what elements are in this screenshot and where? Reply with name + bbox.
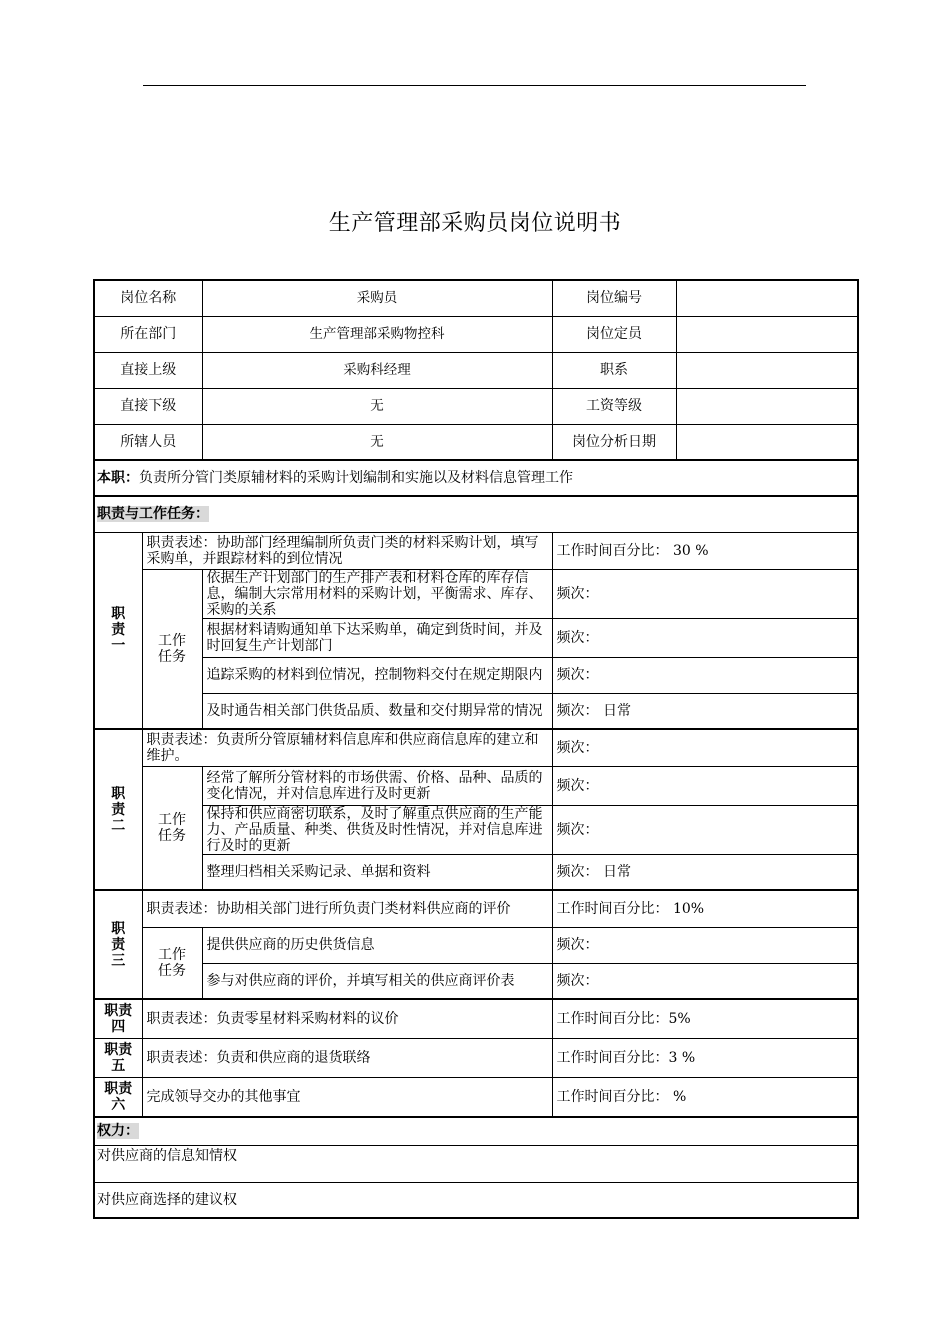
task-text: 整理归档相关采购记录、单据和资料 (202, 854, 552, 890)
task-text: 提供供应商的历史供货信息 (202, 927, 552, 963)
basic-row (94, 280, 858, 316)
duty-statement: 职责表述：协助相关部门进行所负责门类材料供应商的评价 (142, 890, 552, 927)
duty-label: 职责 四 (94, 999, 142, 1038)
task-row (94, 766, 858, 805)
task-frequency: 频次： (552, 569, 858, 618)
task-text: 追踪采购的材料到位情况，控制物料交付在规定期限内 (202, 657, 552, 693)
duty-time-percent: 工作时间百分比：3 % (552, 1038, 858, 1077)
task-text: 依据生产计划部门的生产排产表和材料仓库的库存信息，编制大宗常用材料的采购计划，平衡需求、库存、采购的关系 (202, 569, 552, 618)
duty-statement: 完成领导交办的其他事宜 (142, 1077, 552, 1117)
task-frequency: 频次： (552, 927, 858, 963)
basic-label: 岗位名称 (94, 280, 202, 316)
basic-label: 直接上级 (94, 352, 202, 388)
basic-value: 生产管理部采购物控科 (202, 316, 552, 352)
power-header: 权力： (97, 1123, 139, 1140)
duty-simple-row (94, 1038, 858, 1077)
duty-simple-row (94, 999, 858, 1038)
task-frequency: 频次： (552, 657, 858, 693)
job-description-table (93, 279, 859, 1219)
duty-time-percent: 工作时间百分比：5% (552, 999, 858, 1038)
main-duty-text: 负责所分管门类原辅材料的采购计划编制和实施以及材料信息管理工作 (139, 470, 573, 486)
task-row (94, 693, 858, 729)
basic-label: 直接下级 (94, 388, 202, 424)
duties-header: 职责与工作任务： (97, 506, 209, 523)
task-frequency: 频次： (552, 766, 858, 805)
basic-label: 职系 (552, 352, 676, 388)
duty-simple-row (94, 1077, 858, 1117)
page-title: 生产管理部采购员岗位说明书 (328, 211, 622, 236)
duty-label: 职 责 二 (94, 729, 142, 890)
task-text: 保持和供应商密切联系，及时了解重点供应商的生产能力、产品质量、种类、供货及时性情况，并对信息库进行及时的更新 (202, 805, 552, 854)
duty-statement: 职责表述：负责和供应商的退货联络 (142, 1038, 552, 1077)
duty-label: 职责 五 (94, 1038, 142, 1077)
power-row (94, 1182, 858, 1218)
task-label: 工作 任务 (142, 766, 202, 890)
task-text: 经常了解所分管材料的市场供需、价格、品种、品质的变化情况，并对信息库进行及时更新 (202, 766, 552, 805)
main-duty-row (94, 460, 858, 496)
basic-value (676, 316, 858, 352)
task-row (94, 569, 858, 618)
basic-label: 岗位分析日期 (552, 424, 676, 460)
basic-label: 工资等级 (552, 388, 676, 424)
duty-statement: 职责表述：负责零星材料采购材料的议价 (142, 999, 552, 1038)
duty-time-percent: 工作时间百分比： % (552, 1077, 858, 1117)
power-row (94, 1145, 858, 1182)
duty-frequency: 频次： (552, 729, 858, 766)
duty-statement-row (94, 532, 858, 569)
task-label: 工作 任务 (142, 927, 202, 999)
task-row (94, 927, 858, 963)
basic-label: 所在部门 (94, 316, 202, 352)
basic-row (94, 316, 858, 352)
task-label: 工作 任务 (142, 569, 202, 729)
basic-label: 岗位定员 (552, 316, 676, 352)
duty-label: 职责 六 (94, 1077, 142, 1117)
basic-value: 采购科经理 (202, 352, 552, 388)
task-row (94, 805, 858, 854)
task-text: 及时通告相关部门供货品质、数量和交付期异常的情况 (202, 693, 552, 729)
basic-label: 所辖人员 (94, 424, 202, 460)
duty-statement: 职责表述：负责所分管原辅材料信息库和供应商信息库的建立和维护。 (142, 729, 552, 766)
power-item: 对供应商的信息知情权 (94, 1145, 858, 1182)
duty-label: 职 责 三 (94, 890, 142, 999)
basic-label: 岗位编号 (552, 280, 676, 316)
duty-time-percent: 工作时间百分比： 30 % (552, 532, 858, 569)
header-rule (143, 85, 806, 86)
basic-value: 无 (202, 388, 552, 424)
task-text: 根据材料请购通知单下达采购单，确定到货时间，并及时回复生产计划部门 (202, 618, 552, 657)
task-text: 参与对供应商的评价，并填写相关的供应商评价表 (202, 963, 552, 999)
basic-row (94, 388, 858, 424)
task-frequency: 频次： 日常 (552, 693, 858, 729)
duties-header-row (94, 496, 858, 532)
power-item: 对供应商选择的建议权 (94, 1182, 858, 1218)
task-row (94, 963, 858, 999)
basic-value: 采购员 (202, 280, 552, 316)
basic-value: 无 (202, 424, 552, 460)
duty-statement-row (94, 890, 858, 927)
basic-row (94, 352, 858, 388)
basic-row (94, 424, 858, 460)
duty-statement-row (94, 729, 858, 766)
task-frequency: 频次： 日常 (552, 854, 858, 890)
task-row (94, 854, 858, 890)
basic-value (676, 280, 858, 316)
power-header-row (94, 1117, 858, 1145)
basic-value (676, 388, 858, 424)
task-row (94, 657, 858, 693)
main-duty-label: 本职： (97, 470, 139, 486)
basic-value (676, 424, 858, 460)
basic-value (676, 352, 858, 388)
task-frequency: 频次： (552, 805, 858, 854)
task-frequency: 频次： (552, 618, 858, 657)
task-frequency: 频次： (552, 963, 858, 999)
duty-statement: 职责表述：协助部门经理编制所负责门类的材料采购计划，填写采购单，并跟踪材料的到位情况 (142, 532, 552, 569)
duty-label: 职 责 一 (94, 532, 142, 729)
task-row (94, 618, 858, 657)
duty-time-percent: 工作时间百分比： 10% (552, 890, 858, 927)
